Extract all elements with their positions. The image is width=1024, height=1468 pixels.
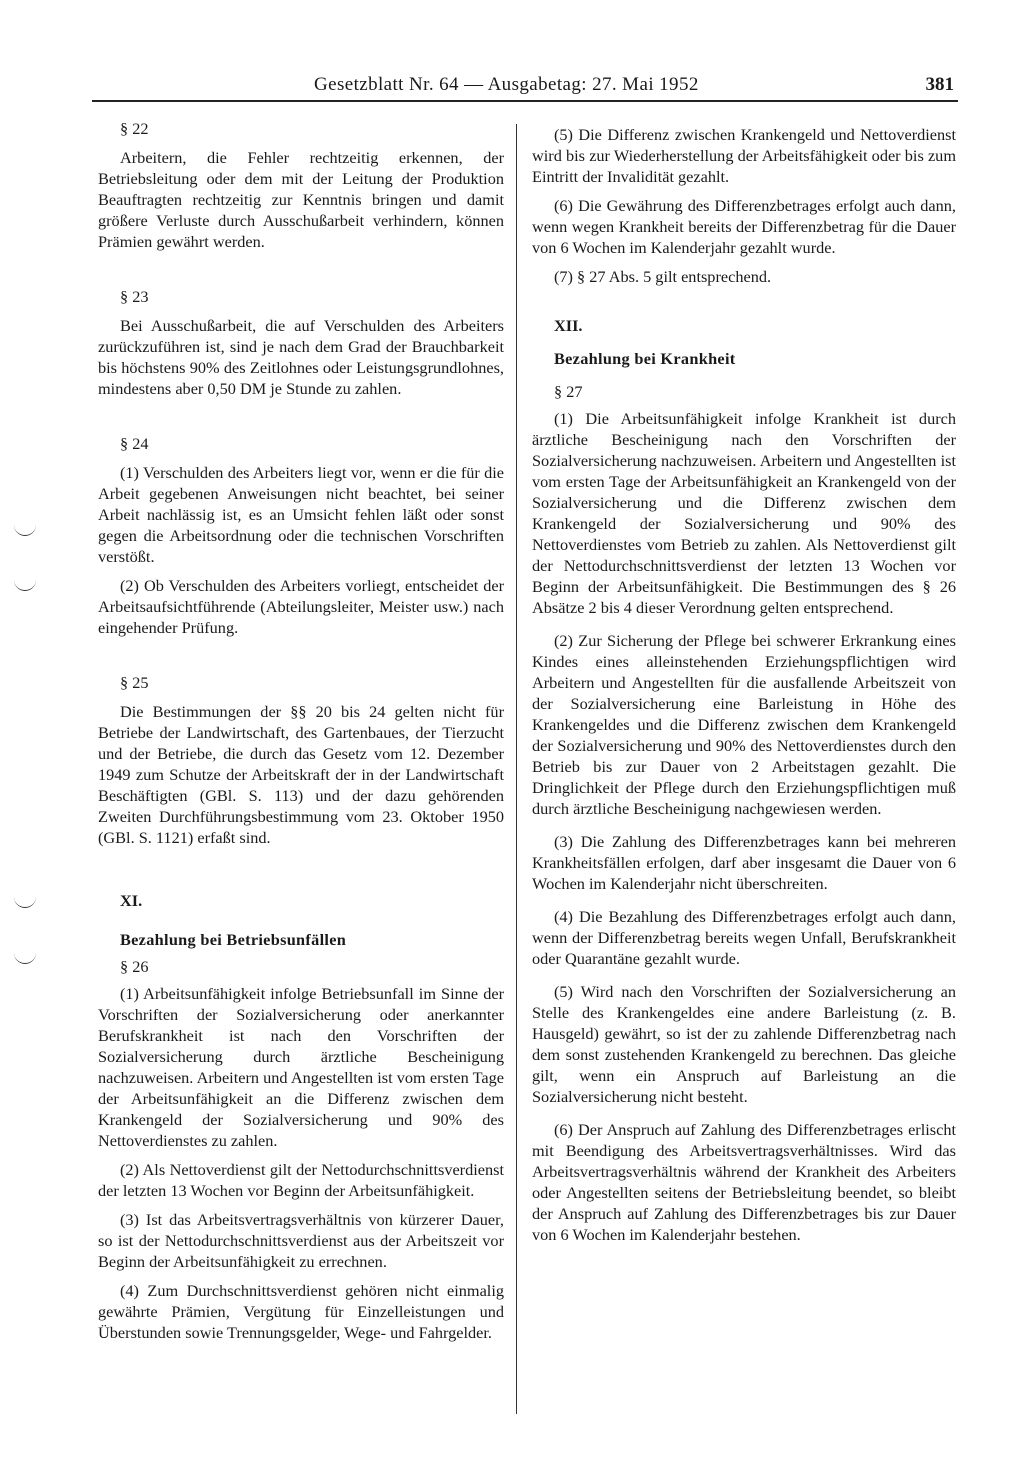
section-heading: § 27 xyxy=(554,382,583,401)
section-heading: § 23 xyxy=(120,287,149,306)
paragraph: (1) Die Arbeitsunfähigkeit infolge Krankheit ist durch ärztliche Bescheinigung nach den Vorschriften der Sozialversicherung nachzuweisen. Arbeitern und Angestellten ist vom ersten Tage der Arbeitsunfähigkeit an Krankengeld von der Sozialversicherung und die Differenz zwischen dem Krankengeld der Sozialversicherung und 90% des Nettoverdienstes vom Betrieb zu zahlen. Als Nettoverdienst gilt der Nettodurchschnittsverdienst der letzten 13 Wochen vor Beginn der Arbeitsunfähigkeit. Die Bestimmungen des § 26 Absätze 2 bis 4 dieser Verordnung gelten entsprechend. xyxy=(532,409,956,617)
margin-tick-mark xyxy=(14,953,36,964)
left-column xyxy=(98,118,504,1343)
paragraph: Die Bestimmungen der §§ 20 bis 24 gelten nicht für Betriebe der Landwirtschaft, des Gartenbaues, der Tierzucht und der Betriebe, die durch das Gesetz vom 12. Dezember 1949 zum Schutze der Arbeitskraft der in der Landwirtschaft Beschäftigten (GBl. S. 113) und der dazu gehörenden Zweiten Durchführungsbestimmung vom 23. Oktober 1950 (GBl. S. 1121) erfaßt sind. xyxy=(98,702,504,847)
paragraph: (4) Die Bezahlung des Differenzbetrages erfolgt auch dann, wenn der Differenzbetrag bereits wegen Unfall, Berufskrankheit oder Quarantäne gezahlt wurde. xyxy=(532,907,956,968)
chapter-title: Bezahlung bei Krankheit xyxy=(554,349,736,368)
paragraph: (3) Ist das Arbeitsvertragsverhältnis von kürzerer Dauer, so ist der Nettodurchschnittsverdienst aus der Arbeitszeit vor Beginn der Arbeitsunfähigkeit zu errechnen. xyxy=(98,1210,504,1271)
page-header xyxy=(92,66,958,102)
chapter-numeral: XI. xyxy=(120,891,143,910)
paragraph: (1) Arbeitsunfähigkeit infolge Betriebsunfall im Sinne der Vorschriften der Sozialversicherung oder anerkannter Berufskrankheit ist nach den Vorschriften der Sozialversicherung durch ärztliche Bescheinigung nachzuweisen. Arbeitern und Angestellten ist vom ersten Tage der Arbeitsunfähigkeit an die Differenz zwischen dem Krankengeld der Sozialversicherung und 90% des Nettoverdienstes zu zahlen. xyxy=(98,984,504,1150)
paragraph: (6) Die Gewährung des Differenzbetrages erfolgt auch dann, wenn wegen Krankheit bereits der Differenzbetrag für die Dauer von 6 Wochen im Kalenderjahr gezahlt wurde. xyxy=(532,196,956,257)
paragraph: (1) Verschulden des Arbeiters liegt vor, wenn er die für die Arbeit gegebenen Anweisungen nicht beachtet, bei seiner Arbeit nachlässig ist, es an Umsicht fehlen läßt oder sonst gegen die Arbeitsordnung oder die technischen Vorschriften verstößt. xyxy=(98,463,504,566)
paragraph: Bei Ausschußarbeit, die auf Verschulden des Arbeiters zurückzuführen ist, sind je nach dem Grad der Brauchbarkeit bis höchstens 90% des Zeitlohnes oder Leistungsgrundlohnes, mindestens aber 0,50 DM je Stunde zu zahlen. xyxy=(98,316,504,398)
paragraph: (6) Der Anspruch auf Zahlung des Differenzbetrages erlischt mit Beendigung des Arbeitsvertragsverhältnisses. Wird das Arbeitsvertragsverhältnis während der Krankheit des Arbeiters oder Angestellten seitens der Betriebsleitung beendet, so bleibt der Anspruch auf Zahlung des Differenzbetrages bis zur Dauer von 6 Wochen im Kalenderjahr bestehen. xyxy=(532,1120,956,1244)
page-number: 381 xyxy=(925,74,954,95)
section-heading: § 25 xyxy=(120,673,149,692)
section-heading: § 24 xyxy=(120,434,149,453)
chapter-numeral: XII. xyxy=(554,316,583,335)
paragraph: (2) Als Nettoverdienst gilt der Nettodurchschnittsverdienst der letzten 13 Wochen vor Beginn der Arbeitsunfähigkeit. xyxy=(98,1160,504,1200)
margin-tick-mark xyxy=(14,580,36,591)
paragraph: Arbeitern, die Fehler rechtzeitig erkennen, der Betriebsleitung oder dem mit der Leitung der Produktion Beauftragten rechtzeitig zur Kenntnis bringen und damit größere Verluste durch Ausschußarbeit verhindern, können Prämien gewährt werden. xyxy=(98,148,504,251)
section-heading: § 22 xyxy=(120,119,149,138)
column-divider xyxy=(516,124,517,1414)
paragraph: (5) Wird nach den Vorschriften der Sozialversicherung an Stelle des Krankengeldes eine andere Barleistung (z. B. Hausgeld) gewährt, so ist der zu zahlende Differenzbetrag nach dem sonst zustehenden Krankengeld zu berechnen. Das gleiche gilt, wenn ein Anspruch auf Barleistung an die Sozialversicherung nicht besteht. xyxy=(532,982,956,1106)
header-title: Gesetzblatt Nr. 64 — Ausgabetag: 27. Mai 1952 xyxy=(314,74,699,95)
margin-tick-mark xyxy=(14,897,36,908)
section-heading: § 26 xyxy=(120,957,149,976)
paragraph: (2) Ob Verschulden des Arbeiters vorliegt, entscheidet der Arbeitsaufsichtführende (Abteilungsleiter, Meister usw.) nach eingehender Prüfung. xyxy=(98,576,504,637)
paragraph: (5) Die Differenz zwischen Krankengeld und Nettoverdienst wird bis zur Wiederherstellung der Arbeitsfähigkeit oder bis zum Eintritt der Invalidität gezahlt. xyxy=(532,125,956,186)
right-column xyxy=(532,118,956,1245)
margin-tick-mark xyxy=(14,525,36,536)
paragraph: (2) Zur Sicherung der Pflege bei schwerer Erkrankung eines Kindes eines alleinstehenden Erziehungspflichtigen wird Arbeitern und Angestellten für die ausfallende Arbeitszeit von der Sozialversicherung eine Barleistung in Höhe des Krankengeldes und die Differenz zwischen dem Krankengeld der Sozialversicherung und 90% des Nettoverdienstes durch den Betrieb bis zur Dauer von 2 Arbeitstagen gezahlt. Die Dringlichkeit der Pflege durch den Erziehungspflichtigen muß durch ärztliche Bescheinigung nachgewiesen werden. xyxy=(532,631,956,818)
paragraph: (4) Zum Durchschnittsverdienst gehören nicht einmalig gewährte Prämien, Vergütung für Einzelleistungen und Überstunden sowie Trennungsgelder, Wege- und Fahrgelder. xyxy=(98,1281,504,1342)
paragraph: (3) Die Zahlung des Differenzbetrages kann bei mehreren Krankheitsfällen erfolgen, darf aber insgesamt die Dauer von 6 Wochen im Kalenderjahr nicht überschreiten. xyxy=(532,832,956,893)
paragraph: (7) § 27 Abs. 5 gilt entsprechend. xyxy=(554,267,772,286)
chapter-title: Bezahlung bei Betriebsunfällen xyxy=(120,930,347,949)
